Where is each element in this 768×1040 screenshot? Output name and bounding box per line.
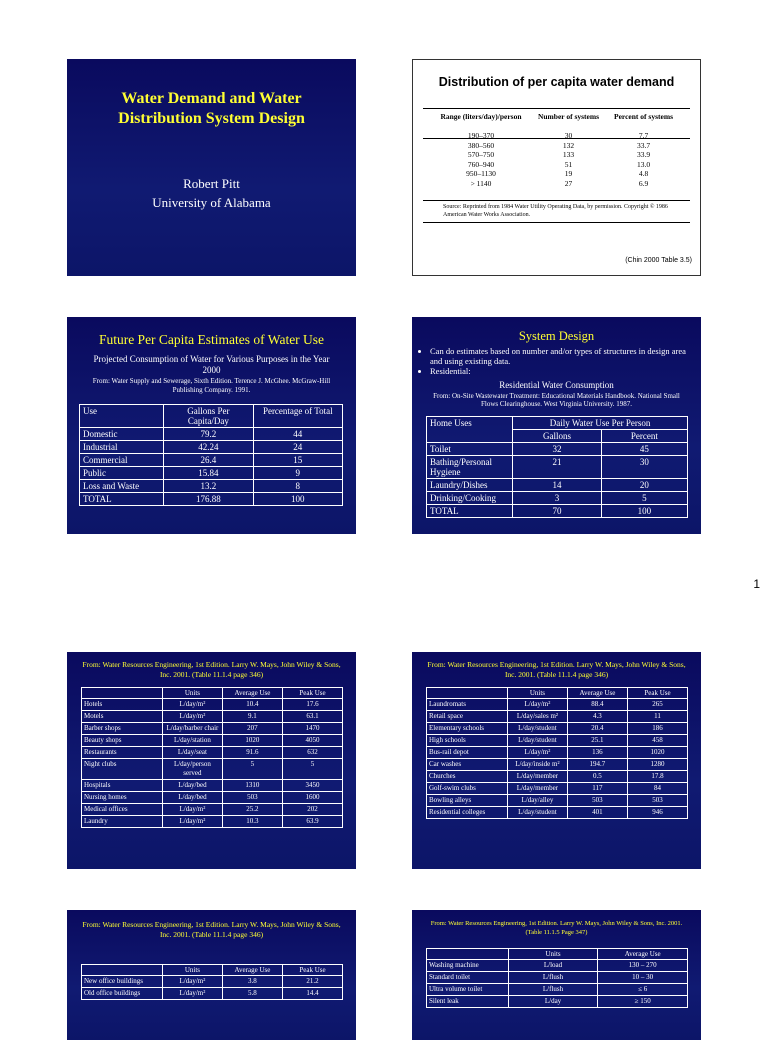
citation: (Chin 2000 Table 3.5)	[625, 257, 692, 264]
table-cell: 25.2	[222, 804, 282, 816]
table-header-row	[80, 405, 343, 428]
table-cell: 20	[601, 479, 687, 492]
slide-system-design	[412, 317, 701, 534]
table-cell: 33.9	[636, 150, 651, 159]
table-cell: Bathing/Personal Hygiene	[427, 456, 513, 479]
table-row	[427, 699, 688, 711]
table-row	[82, 735, 343, 747]
table-cell: TOTAL	[80, 493, 164, 506]
column-header: Home Uses	[427, 417, 513, 443]
table-cell: L/day/m²	[162, 699, 222, 711]
slide-subtitle: Projected Consumption of Water for Various Purposes in the Year 2000	[93, 354, 330, 375]
table-header-row	[427, 688, 688, 699]
table-cell: ≤ 6	[598, 984, 688, 996]
table-cell: 84	[627, 783, 687, 795]
column-header: Average Use	[222, 688, 282, 699]
table-cell: 10 – 30	[598, 972, 688, 984]
commercial-use-table	[426, 687, 688, 819]
table-bottom-rule	[423, 200, 690, 201]
table-cell: 17.6	[282, 699, 342, 711]
author-name: Robert Pitt	[183, 176, 240, 191]
table-cell: 458	[627, 735, 687, 747]
table-cell: Barber shops	[82, 723, 163, 735]
table-cell: Washing machine	[427, 960, 509, 972]
table-cell: Silent leak	[427, 996, 509, 1008]
table-cell: L/day/m²	[162, 988, 222, 1000]
column-header: Units	[162, 688, 222, 699]
slide-appliance-use	[412, 910, 701, 1040]
table-cell: 9.1	[222, 711, 282, 723]
table-cell: 7.7	[638, 131, 649, 140]
table-row	[431, 150, 681, 160]
table-row	[82, 747, 343, 759]
table-row	[82, 988, 343, 1000]
table-cell: L/day/member	[507, 771, 567, 783]
table-cell: L/day/m²	[162, 711, 222, 723]
table-cell: 91.6	[222, 747, 282, 759]
table-cell: 30	[601, 456, 687, 479]
table-cell: 100	[253, 493, 342, 506]
bullet-item: • Residential:	[430, 366, 689, 376]
slide-commercial-use-2	[412, 652, 701, 869]
table-cell: Domestic	[80, 428, 164, 441]
table-row	[427, 747, 688, 759]
table-cell: 5	[282, 759, 342, 780]
page-number: 1	[753, 577, 760, 591]
table-row	[82, 711, 343, 723]
table-cell: 503	[627, 795, 687, 807]
table-cell: L/day/m²	[507, 699, 567, 711]
column-header: Gallons Per Capita/Day	[164, 405, 253, 428]
demand-table	[431, 111, 681, 188]
table-cell: 3	[513, 492, 602, 505]
table-bottom-rule-2	[423, 222, 690, 223]
table-cell: L/flush	[508, 984, 598, 996]
table-cell: 0.5	[567, 771, 627, 783]
table-cell: TOTAL	[427, 505, 513, 518]
table-row	[82, 816, 343, 828]
table-cell: Standard toilet	[427, 972, 509, 984]
column-header: Use	[80, 405, 164, 428]
table-cell: 5.8	[222, 988, 282, 1000]
table-cell: 632	[282, 747, 342, 759]
table-row	[427, 996, 688, 1008]
table-cell: 100	[601, 505, 687, 518]
table-cell: 10.4	[222, 699, 282, 711]
table-row	[427, 456, 688, 479]
table-row	[82, 976, 343, 988]
table-cell: 1310	[222, 780, 282, 792]
table-row	[427, 735, 688, 747]
table-row	[431, 169, 681, 179]
table-cell: 15	[253, 454, 342, 467]
table-cell: 10.3	[222, 816, 282, 828]
table-cell: 1600	[282, 792, 342, 804]
table-cell: L/day/barber chair	[162, 723, 222, 735]
table-header-row	[427, 949, 688, 960]
column-header: Peak Use	[282, 965, 342, 976]
table-cell: 13.0	[636, 159, 651, 169]
table-cell: 1020	[627, 747, 687, 759]
table-cell: 503	[222, 792, 282, 804]
table-cell: 19	[564, 169, 573, 178]
table-row	[82, 759, 343, 780]
table-cell: Elementary schools	[427, 723, 508, 735]
slide-title: Future Per Capita Estimates of Water Use	[98, 332, 325, 347]
table-cell: L/flush	[508, 972, 598, 984]
column-header: Daily Water Use Per Person	[513, 417, 688, 430]
table-cell: L/day/station	[162, 735, 222, 747]
table-cell: L/day/m²	[162, 804, 222, 816]
column-header: Peak Use	[282, 688, 342, 699]
table-header-row	[427, 417, 688, 430]
table-cell: Night clubs	[82, 759, 163, 780]
table-row	[80, 480, 343, 493]
table-cell: 11	[627, 711, 687, 723]
table-cell: Public	[80, 467, 164, 480]
table-cell: 21	[513, 456, 602, 479]
slide-title: System Design	[518, 329, 595, 343]
table-cell: 17.8	[627, 771, 687, 783]
table-cell: L/day/inside m²	[507, 759, 567, 771]
table-cell: 186	[627, 723, 687, 735]
table-cell: L/day/member	[507, 783, 567, 795]
column-header: Units	[508, 949, 598, 960]
column-header: Range (liters/day)/person	[440, 112, 522, 121]
column-header: Percentage of Total	[253, 405, 342, 428]
table-cell: 190–370	[467, 131, 495, 140]
column-header	[427, 688, 508, 699]
table-cell: 117	[567, 783, 627, 795]
column-header: Units	[507, 688, 567, 699]
slide-commercial-use-1	[67, 652, 356, 869]
table-row	[427, 783, 688, 795]
table-row	[80, 467, 343, 480]
table-cell: Churches	[427, 771, 508, 783]
table-header-row	[82, 688, 343, 699]
table-cell: 3450	[282, 780, 342, 792]
table-row	[82, 699, 343, 711]
table-cell: 44	[253, 428, 342, 441]
table-cell: 6.9	[638, 178, 649, 188]
table-cell: 13.2	[164, 480, 253, 493]
table-cell: 25.1	[567, 735, 627, 747]
table-cell: L/day/person served	[162, 759, 222, 780]
table-row	[431, 160, 681, 170]
table-cell: ≥ 150	[598, 996, 688, 1008]
table-cell: Laundry/Dishes	[427, 479, 513, 492]
slide-title	[67, 59, 356, 276]
table-cell: 63.9	[282, 816, 342, 828]
table-cell: L/day/student	[507, 735, 567, 747]
table-cell: High schools	[427, 735, 508, 747]
table-row	[431, 141, 681, 151]
commercial-use-table	[81, 687, 343, 828]
table-cell: Retail space	[427, 711, 508, 723]
column-header: Peak Use	[627, 688, 687, 699]
table-cell: 21.2	[282, 976, 342, 988]
column-header: Average Use	[598, 949, 688, 960]
table-cell: Nursing homes	[82, 792, 163, 804]
table-cell: 30	[564, 131, 573, 140]
office-use-table	[81, 964, 343, 1000]
table-cell: 570–750	[467, 150, 495, 159]
source-note: From: Water Resources Engineering, 1st Edition. Larry W. Mays, John Wiley & Sons, Inc. 2001. (Table 11.1.5 Page 347)	[430, 920, 683, 936]
table-cell: Laundry	[82, 816, 163, 828]
table-cell: 42.24	[164, 441, 253, 454]
table-cell: 14.4	[282, 988, 342, 1000]
table-cell: Bus-rail depot	[427, 747, 508, 759]
table-cell: 136	[567, 747, 627, 759]
source-note: From: Water Supply and Sewerage, Sixth Edition. Terence J. McGhee. McGraw-Hill Publishing Company. 1991.	[92, 377, 331, 394]
table-header-row	[82, 965, 343, 976]
slide-office-use	[67, 910, 356, 1040]
table-cell: 503	[567, 795, 627, 807]
table-cell: Laundromats	[427, 699, 508, 711]
table-cell: Hospitals	[82, 780, 163, 792]
table-cell: 79.2	[164, 428, 253, 441]
table-cell: 130 – 270	[598, 960, 688, 972]
table-cell: 8	[253, 480, 342, 493]
table-cell: 132	[562, 140, 575, 150]
table-cell: 176.88	[164, 493, 253, 506]
table-cell: L/day/bed	[162, 780, 222, 792]
table-cell: L/day/sales m²	[507, 711, 567, 723]
table-cell: 3.8	[222, 976, 282, 988]
table-cell: 4050	[282, 735, 342, 747]
table-cell: Residential colleges	[427, 807, 508, 819]
column-header: Average Use	[567, 688, 627, 699]
table-cell: L/day/m²	[507, 747, 567, 759]
table-cell: Motels	[82, 711, 163, 723]
source-note: From: Water Resources Engineering, 1st Edition. Larry W. Mays, John Wiley & Sons, Inc. 2001. (Table 11.1.4 page 346)	[82, 660, 341, 679]
table-source-note: Source: Reprinted from 1984 Water Utility Operating Data, by permission. Copyright © 1986 American Water Works Association.	[443, 204, 668, 218]
table-row	[431, 179, 681, 189]
table-cell: L/day/student	[507, 723, 567, 735]
table-cell: 401	[567, 807, 627, 819]
column-header: Number of systems	[537, 112, 600, 121]
table-row	[82, 723, 343, 735]
table-cell: L/day/m²	[162, 976, 222, 988]
table-cell: L/day/m²	[162, 816, 222, 828]
table-cell: 380–560	[467, 140, 495, 150]
table-row	[427, 711, 688, 723]
table-row	[427, 492, 688, 505]
table-cell: 9	[253, 467, 342, 480]
table-cell: 207	[222, 723, 282, 735]
table-cell: 760–940	[467, 159, 495, 169]
table-cell: 24	[253, 441, 342, 454]
table-cell: Hotels	[82, 699, 163, 711]
source-note: From: On-Site Wastewater Treatment: Educational Materials Handbook. National Small Flows Clearinghouse. West Virginia University. 1987.	[433, 392, 680, 408]
table-row	[80, 493, 343, 506]
table-cell: L/load	[508, 960, 598, 972]
table-top-rule	[423, 108, 690, 109]
table-header-row	[431, 111, 681, 124]
table-cell: 15.84	[164, 467, 253, 480]
column-header	[82, 965, 163, 976]
table-cell: 1020	[222, 735, 282, 747]
table-cell: 26.4	[164, 454, 253, 467]
source-note: From: Water Resources Engineering, 1st Edition. Larry W. Mays, John Wiley & Sons, Inc. 2001. (Table 11.1.4 page 346)	[427, 660, 686, 679]
table-cell: 45	[601, 443, 687, 456]
table-cell: 4.3	[567, 711, 627, 723]
column-header: Percent of systems	[613, 112, 673, 121]
table-cell: 5	[601, 492, 687, 505]
table-row	[427, 759, 688, 771]
table-row	[427, 479, 688, 492]
table-row	[427, 960, 688, 972]
table-cell: Car washes	[427, 759, 508, 771]
table-row	[427, 723, 688, 735]
slide-subtitle: Residential Water Consumption	[499, 380, 614, 390]
table-row	[80, 454, 343, 467]
table-cell: 946	[627, 807, 687, 819]
water-use-table	[79, 404, 343, 506]
table-cell: 70	[513, 505, 602, 518]
table-cell: 32	[513, 443, 602, 456]
source-note: From: Water Resources Engineering, 1st Edition. Larry W. Mays, John Wiley & Sons, Inc. 2001. (Table 11.1.4 page 346)	[82, 920, 341, 939]
slide-demand-distribution	[412, 59, 701, 276]
table-cell: Industrial	[80, 441, 164, 454]
table-cell: Bowling alleys	[427, 795, 508, 807]
table-cell: Restaurants	[82, 747, 163, 759]
appliance-use-table	[426, 948, 688, 1008]
table-cell: L/day/alley	[507, 795, 567, 807]
table-row	[427, 807, 688, 819]
bullet-list	[416, 346, 689, 376]
table-cell: 33.7	[636, 140, 651, 150]
table-row	[427, 972, 688, 984]
column-header	[427, 949, 509, 960]
table-cell: 1470	[282, 723, 342, 735]
table-cell: 63.1	[282, 711, 342, 723]
table-cell: Toilet	[427, 443, 513, 456]
table-cell: 20.4	[567, 723, 627, 735]
table-cell: 133	[562, 150, 575, 159]
table-row	[427, 795, 688, 807]
slide-title: Distribution of per capita water demand	[438, 75, 675, 89]
table-row	[427, 984, 688, 996]
bullet-item: • Can do estimates based on number and/or types of structures in design area and using existing data.	[430, 346, 689, 366]
table-row	[427, 443, 688, 456]
table-cell: L/day/seat	[162, 747, 222, 759]
table-cell: Drinking/Cooking	[427, 492, 513, 505]
table-cell: 1280	[627, 759, 687, 771]
table-cell: L/day/student	[507, 807, 567, 819]
presentation-title: Water Demand and Water Distribution System Design	[118, 90, 305, 127]
table-cell: 4.8	[638, 169, 649, 178]
column-header	[82, 688, 163, 699]
column-header: Percent	[601, 430, 687, 443]
table-row	[80, 441, 343, 454]
table-row	[80, 428, 343, 441]
table-cell: 5	[222, 759, 282, 780]
column-header: Gallons	[513, 430, 602, 443]
table-cell: Golf-swim clubs	[427, 783, 508, 795]
table-cell: 27	[564, 178, 573, 188]
table-cell: Medical offices	[82, 804, 163, 816]
table-row	[82, 792, 343, 804]
table-cell: Loss and Waste	[80, 480, 164, 493]
table-cell: Commercial	[80, 454, 164, 467]
table-cell: Beauty shops	[82, 735, 163, 747]
residential-table	[426, 416, 688, 518]
table-cell: > 1140	[470, 178, 492, 188]
table-cell: 88.4	[567, 699, 627, 711]
table-cell: 950–1130	[466, 169, 496, 178]
table-row	[82, 804, 343, 816]
table-cell: 14	[513, 479, 602, 492]
table-row	[427, 505, 688, 518]
table-cell: L/day	[508, 996, 598, 1008]
table-cell: 194.7	[567, 759, 627, 771]
table-row	[427, 771, 688, 783]
table-cell: 202	[282, 804, 342, 816]
table-mid-rule	[423, 138, 690, 139]
table-cell: 51	[564, 159, 573, 169]
slide-future-estimates	[67, 317, 356, 534]
column-header: Units	[162, 965, 222, 976]
table-cell: Ultra volume toilet	[427, 984, 509, 996]
table-cell: L/day/bed	[162, 792, 222, 804]
table-cell: 265	[627, 699, 687, 711]
column-header: Average Use	[222, 965, 282, 976]
table-cell: New office buildings	[82, 976, 163, 988]
table-row	[82, 780, 343, 792]
table-cell: Old office buildings	[82, 988, 163, 1000]
author-affiliation: University of Alabama	[152, 195, 271, 210]
